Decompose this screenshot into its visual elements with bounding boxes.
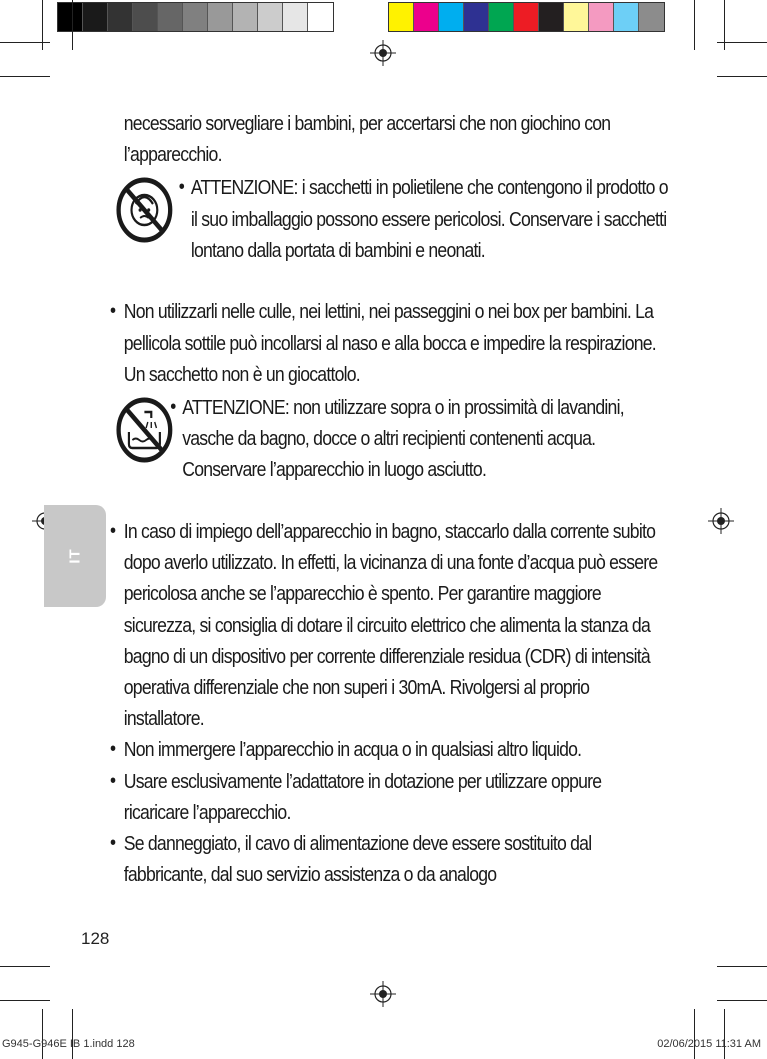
color-swatch [414, 3, 439, 31]
crop-mark [717, 42, 767, 43]
color-swatch [464, 3, 489, 31]
color-swatch [183, 3, 208, 31]
crop-mark [0, 76, 50, 77]
warning-bags [110, 172, 670, 296]
crop-mark [717, 966, 767, 967]
color-swatch [233, 3, 258, 31]
crop-mark [72, 0, 73, 50]
footer-filename: G945-G946E IB 1.indd 128 [2, 1038, 135, 1050]
color-swatch [283, 3, 308, 31]
crop-mark [0, 1000, 50, 1001]
bullet-item: • In caso di impiego dell’apparecchio in bagno, staccarlo dalla corrente subito dopo averlo utilizzato. In effetti, la vicinanza di una fonte d’acqua può essere pericolosa anche se l’apparecchio è spento. Per garantire maggiore sicurezza, si consiglia di dotare il circuito elettrico che alimenta la stanza da bagno di un dispositivo per corrente differenziale residua (CDR) di intensità operativa differenziale che non superi i 30mA. Rivolgersi al proprio installatore. [110, 516, 670, 734]
color-swatch [639, 3, 664, 31]
color-swatch [514, 3, 539, 31]
color-swatch [158, 3, 183, 31]
paragraph: necessario sorvegliare i bambini, per accertarsi che non giochino con l’apparecchio. [123, 112, 611, 167]
child-suffocation-warning-icon [113, 174, 175, 246]
crop-mark [694, 1009, 695, 1059]
crop-mark [0, 966, 50, 967]
grayscale-calibration-bar [57, 2, 334, 32]
color-swatch [308, 3, 333, 31]
color-swatch [258, 3, 283, 31]
crop-mark [717, 76, 767, 77]
warning-text: • ATTENZIONE: non utilizzare sopra o in prossimità di lavandini, vasche da bagno, docce o altri recipienti contenenti acqua. Conservare l’apparecchio in luogo asciutto. [182, 392, 670, 486]
language-tab [44, 505, 106, 607]
color-swatch [564, 3, 589, 31]
warning-water [110, 392, 670, 516]
color-swatch [614, 3, 639, 31]
footer-timestamp: 02/06/2015 11:31 AM [657, 1038, 761, 1050]
language-tab-label: IT [66, 548, 84, 564]
warning-text: • ATTENZIONE: i sacchetti in polietilene che contengono il prodotto o il suo imballaggio possono essere pericolosi. Conservare i sacchetti lontano dalla portata di bambini e neonati. [191, 172, 670, 266]
color-swatch [389, 3, 414, 31]
bullet-item: • Se danneggiato, il cavo di alimentazione deve essere sostituito dal fabbricante, dal suo servizio assistenza o da analogo [110, 828, 670, 890]
color-swatch [83, 3, 108, 31]
color-swatch [133, 3, 158, 31]
registration-mark-icon [370, 981, 396, 1007]
crop-mark [0, 42, 50, 43]
color-swatch [589, 3, 614, 31]
crop-mark [42, 1009, 43, 1059]
bullet-item: • Non utilizzarli nelle culle, nei lettini, nei passeggini o nei box per bambini. La pellicola sottile può incollarsi al naso e alla bocca e impedire la respirazione. Un sacchetto non è un giocattolo. [110, 296, 670, 390]
color-swatch [108, 3, 133, 31]
color-swatch [439, 3, 464, 31]
color-calibration-bar [388, 2, 665, 32]
crop-mark [72, 1009, 73, 1059]
registration-mark-icon [708, 508, 734, 534]
bullet-item: • Non immergere l’apparecchio in acqua o in qualsiasi altro liquido. [110, 734, 670, 765]
registration-mark-icon [370, 40, 396, 66]
crop-mark [724, 1009, 725, 1059]
crop-mark [717, 1000, 767, 1001]
bullet-item: • Usare esclusivamente l’adattatore in dotazione per utilizzare oppure ricaricare l’apparecchio. [110, 766, 670, 828]
color-swatch [208, 3, 233, 31]
page-number: 128 [81, 929, 110, 948]
no-water-warning-icon [113, 394, 175, 466]
color-swatch [489, 3, 514, 31]
color-swatch [58, 3, 83, 31]
crop-mark [694, 0, 695, 50]
instruction-text [110, 108, 670, 890]
color-swatch [539, 3, 564, 31]
